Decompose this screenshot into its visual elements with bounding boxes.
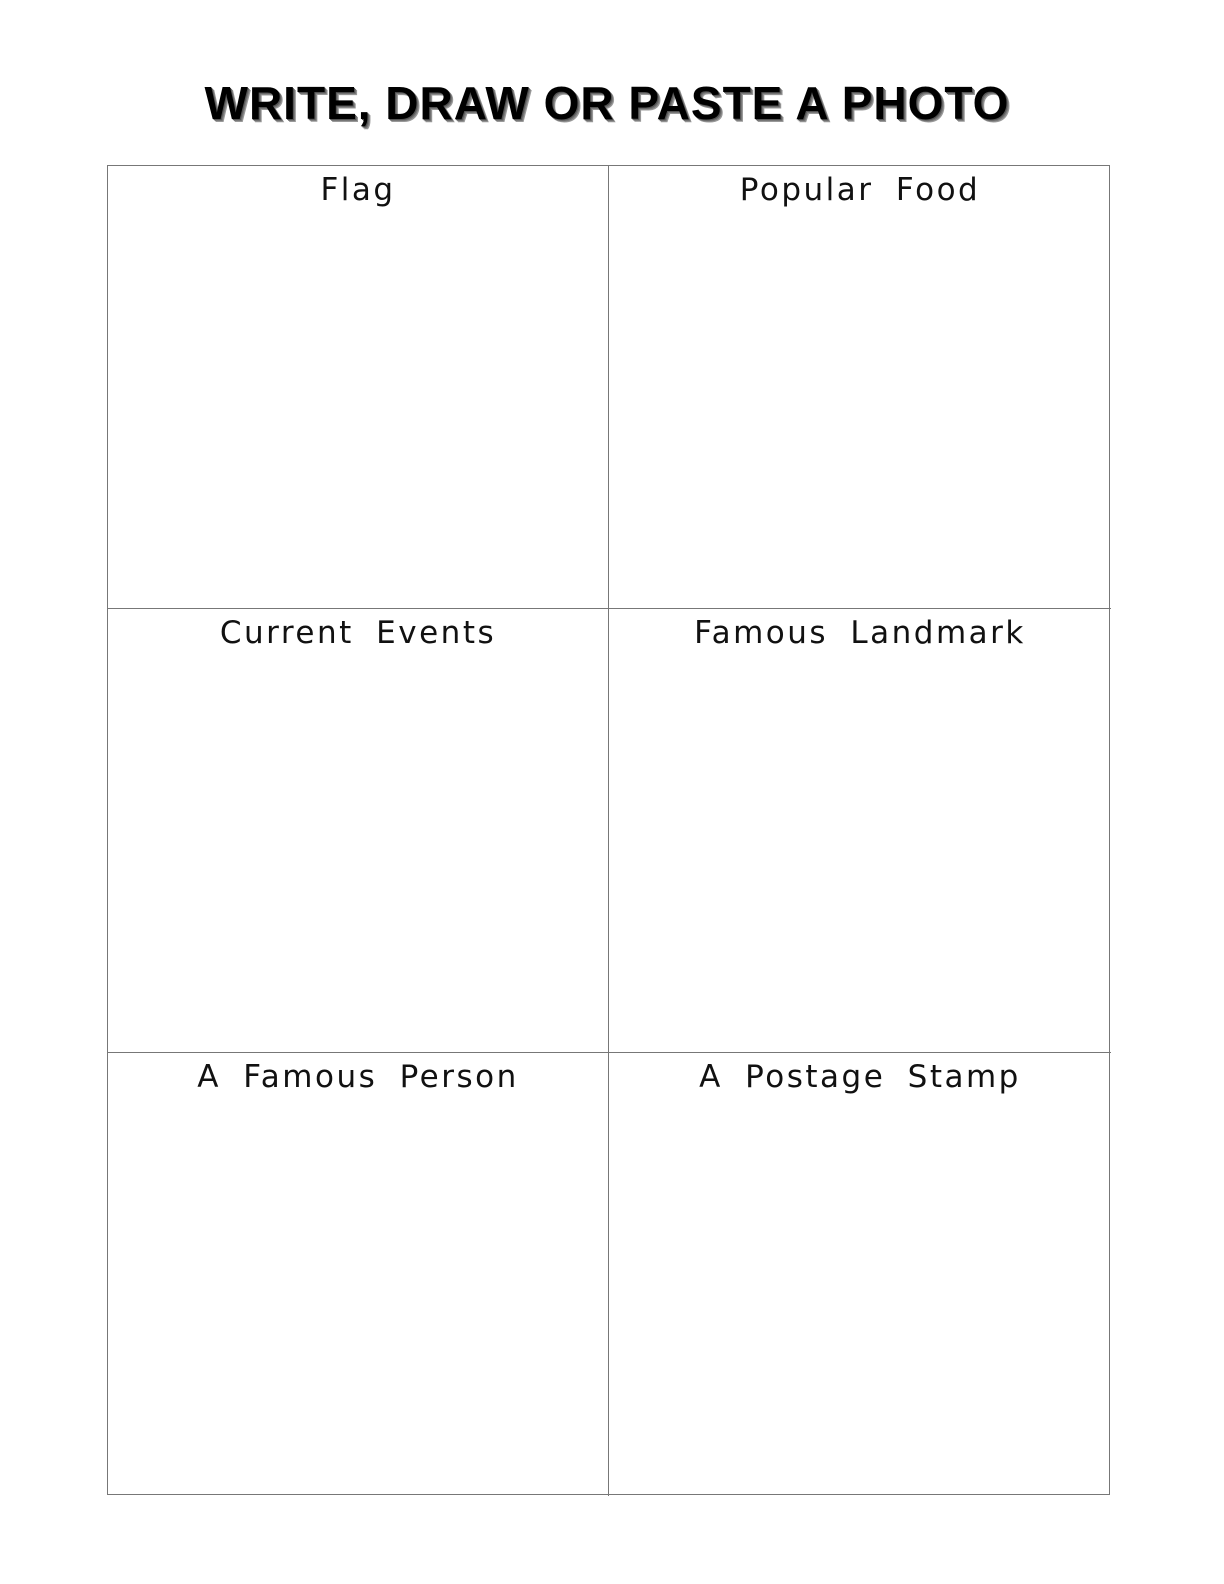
page-title: WRITE, DRAW OR PASTE A PHOTO bbox=[204, 77, 1010, 129]
box-popular-food[interactable] bbox=[609, 166, 1111, 609]
box-label: A Famous Person bbox=[197, 1059, 519, 1095]
box-current-events[interactable] bbox=[108, 609, 609, 1053]
box-label: Flag bbox=[320, 172, 396, 208]
box-postage-stamp[interactable] bbox=[609, 1053, 1111, 1496]
box-famous-person[interactable] bbox=[108, 1053, 609, 1496]
worksheet-grid bbox=[107, 165, 1110, 1495]
box-label: Current Events bbox=[219, 615, 497, 651]
box-label: Popular Food bbox=[739, 172, 981, 208]
box-label: A Postage Stamp bbox=[699, 1059, 1021, 1095]
box-label: Famous Landmark bbox=[694, 615, 1026, 651]
box-flag[interactable] bbox=[108, 166, 609, 609]
box-famous-landmark[interactable] bbox=[609, 609, 1111, 1053]
